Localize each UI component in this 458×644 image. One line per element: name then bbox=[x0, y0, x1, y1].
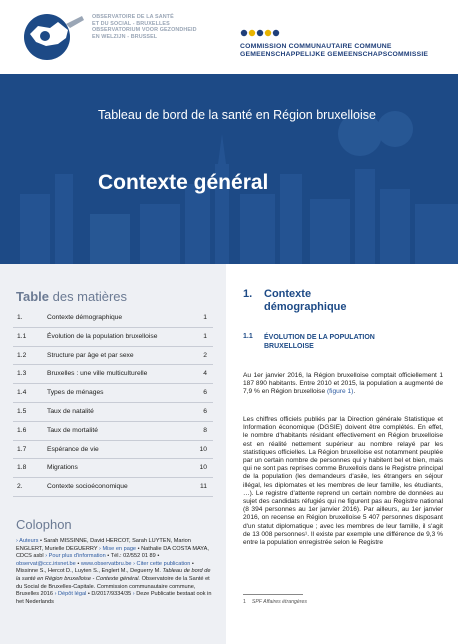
toc-item[interactable] bbox=[13, 459, 213, 478]
footnote bbox=[243, 599, 307, 605]
section-title bbox=[264, 288, 347, 314]
authors-value: Sarah MISSINNE, David HERCOT, Sarah LUYTEN, Marion ENGLERT, Murielle DEGUERRY bbox=[16, 538, 191, 552]
subsection-title-line: ÉVOLUTION DE LA POPULATION bbox=[264, 334, 375, 341]
observatory-line: ET DU SOCIAL - BRUXELLES bbox=[92, 20, 170, 27]
toc-item-number: 1.5 bbox=[17, 407, 27, 415]
toc-item[interactable] bbox=[13, 384, 213, 403]
toc-item-number: 1.2 bbox=[17, 351, 27, 359]
document-title: Contexte général bbox=[98, 171, 269, 194]
cite-publisher: Observatoire de la Santé et du Social de Bruxelles-Capitale. Commission communautaire commune, Bruxelles 2016 bbox=[16, 575, 210, 598]
toc-item-page: 6 bbox=[203, 407, 207, 415]
paragraph: Les chiffres officiels publiés par la Direction générale Statistique et Information économique (DGSIE) doivent être complétés. En effet, le nombre d'habitants résidant effectivement en Région bruxelloise est en réalité nettement supérieur au nombre relayé par les statistiques officielles. La Région bruxelloise est notamment peuplée par un certain nombre de personnes qui y habitent bel et bien, mais qui ne sont pas reprises comme Bruxellois dans le Registre principal de la population (les demandeurs d'asile, les étrangers en séjour illégal, les diplomates et les membres de leur famille, les étudiants, …). Le registre d'attente reprend un certain nombre de données au sujet des candidats réfugiés qui ne figurent pas au Registre national (8 394 personnes au 1er janvier 2016). Par ailleurs, au 1er janvier 2016, on recense en Région bruxelloise 5 407 personnes disposant d'un statut diplomatique ; avec les membres de leur famille, il s'agit de 13 008 personnes¹. Il existe par exemple une différence de 9,3 % entre la population enregistrée selon le Registre bbox=[243, 416, 443, 547]
city-skyline-image bbox=[0, 74, 458, 264]
cite-label: Citer cette publication bbox=[136, 560, 191, 567]
authors-label: Auteurs bbox=[19, 538, 39, 544]
toc-item-page: 1 bbox=[203, 314, 207, 321]
toc-item-number: 1.1 bbox=[17, 332, 27, 340]
toc-item-number: 1.8 bbox=[17, 464, 27, 472]
paragraph-text: . bbox=[353, 388, 356, 396]
toc-item[interactable] bbox=[13, 347, 213, 366]
commission-line: COMMISSION COMMUNAUTAIRE COMMUNE bbox=[240, 43, 392, 50]
toc-item-number: 1. bbox=[17, 314, 23, 321]
toc-heading-rest: des matières bbox=[49, 289, 128, 304]
toc-item-page: 4 bbox=[203, 370, 207, 378]
main-content bbox=[226, 264, 458, 644]
toc-item[interactable] bbox=[13, 328, 213, 347]
colophon-text: › Auteurs • Sarah MISSINNE, David HERCOT, Sarah LUYTEN, Marion ENGLERT, Murielle DEGUERRY › Mise en page • Nathalie DA COSTA MAYA, CDCS asbl › Pour plus d'information • Tél.: 02/552 01 89 • observat@ccc.irisnet.be • www.observatbru.be › Citer cette publication • Missinne S., Hercot D., Luyten S., Englert M., Deguerry M. Tableau de bord de la santé en Région bruxelloise - Contexte général. Observatoire de la Santé et du Social de Bruxelles-Capitale. Commission communautaire commune, Bruxelles 2016 › Dépôt légal • D/2017/9334/35 › Deze Publicatie bestaat ook in het Nederlands bbox=[16, 538, 212, 605]
toc-item-page: 8 bbox=[203, 426, 207, 434]
cite-title: Tableau de bord de la santé en Région bruxelloise - Contexte général. bbox=[16, 568, 211, 582]
toc-item-page: 1 bbox=[203, 332, 207, 340]
arrow-icon: › bbox=[133, 560, 135, 567]
toc-heading bbox=[16, 289, 127, 304]
toc-item[interactable] bbox=[13, 309, 213, 328]
arrow-icon: › bbox=[132, 591, 135, 598]
toc-item-page: 6 bbox=[203, 389, 207, 397]
observatory-line: EN WELZIJN - BRUSSEL bbox=[92, 34, 158, 41]
layout-value: Nathalie DA COSTA MAYA, CDCS asbl bbox=[16, 545, 209, 560]
sidebar-panel bbox=[0, 264, 226, 644]
commission-line: GEMEENSCHAPPELIJKE GEMEENSCHAPSCOMMISSIE bbox=[240, 51, 429, 58]
toc-item[interactable] bbox=[13, 422, 213, 441]
toc-item-page: 2 bbox=[203, 351, 207, 359]
deposit-value: D/2017/9334/35 bbox=[91, 591, 132, 598]
toc-item-label: Contexte démographique bbox=[47, 314, 123, 321]
dutch-version-note: Deze Publicatie bestaat ook in het Nederlands bbox=[16, 591, 212, 605]
toc-item-label: Taux de mortalité bbox=[47, 426, 98, 434]
cite-authors: Missinne S., Hercot D., Luyten S., Englert M., Deguerry M. bbox=[16, 568, 161, 575]
toc-item[interactable] bbox=[13, 403, 213, 422]
page-header bbox=[0, 0, 458, 74]
toc-item-number: 1.7 bbox=[17, 445, 27, 453]
arrow-icon: › bbox=[99, 545, 101, 552]
toc-heading-bold: Table bbox=[16, 289, 49, 304]
footnote-number: 1 bbox=[243, 599, 246, 605]
toc-item[interactable] bbox=[13, 478, 213, 497]
toc-item-label: Bruxelles : une ville multiculturelle bbox=[47, 370, 148, 378]
footnote-text: SPF Affaires étrangères bbox=[251, 599, 307, 605]
toc-item[interactable] bbox=[13, 441, 213, 460]
toc-item-page: 10 bbox=[199, 445, 207, 453]
paragraph-text: Au 1er janvier 2016, la Région bruxelloise comptait officiellement 1 187 890 habitants. Entre 2010 et 2015, la population a augmenté de 7,9 % en Région bruxelloise bbox=[243, 372, 443, 396]
toc-item-label: Migrations bbox=[47, 464, 78, 472]
toc-item-number: 2. bbox=[17, 483, 23, 491]
commission-logo-icon bbox=[240, 26, 280, 40]
subsection-title bbox=[264, 333, 375, 351]
info-label: Pour plus d'information bbox=[48, 553, 106, 560]
toc-item-number: 1.3 bbox=[17, 370, 27, 378]
section-number: 1. bbox=[243, 288, 253, 300]
toc-item-label: Espérance de vie bbox=[47, 445, 99, 453]
website-link[interactable]: www.observatbru.be bbox=[80, 560, 132, 567]
observatory-line: OBSERVATOIRE DE LA SANTÉ bbox=[92, 14, 174, 20]
section-title-line: Contexte bbox=[264, 288, 312, 300]
colophon-heading: Colophon bbox=[16, 517, 72, 532]
arrow-icon: › bbox=[45, 553, 48, 560]
toc-item-page: 11 bbox=[200, 483, 207, 491]
subsection-number: 1.1 bbox=[243, 333, 253, 340]
observatory-logo-icon bbox=[22, 12, 90, 62]
toc-item-page: 10 bbox=[199, 464, 207, 472]
subsection-title-line: BRUXELLOISE bbox=[264, 343, 314, 350]
toc-item-label: Évolution de la population bruxelloise bbox=[47, 332, 158, 340]
toc-item-number: 1.4 bbox=[17, 389, 27, 397]
toc-item-label: Contexte socioéconomique bbox=[47, 483, 128, 491]
toc-item-number: 1.6 bbox=[17, 426, 27, 434]
report-series-title: Tableau de bord de la santé en Région bruxelloise bbox=[98, 108, 376, 122]
hero-banner bbox=[0, 74, 458, 264]
footnote-divider bbox=[243, 594, 303, 595]
arrow-icon: › bbox=[54, 591, 57, 598]
toc-item-label: Types de ménages bbox=[47, 389, 104, 397]
observatory-name bbox=[92, 14, 217, 41]
table-of-contents bbox=[13, 309, 213, 497]
phone-value: Tél.: 02/552 01 89 bbox=[110, 553, 156, 560]
deposit-label: Dépôt légal bbox=[58, 591, 87, 598]
section-title-line: démographique bbox=[264, 301, 347, 313]
arrow-icon: › bbox=[16, 538, 18, 544]
layout-label: Mise en page bbox=[102, 545, 137, 552]
toc-item[interactable] bbox=[13, 365, 213, 384]
toc-item-label: Taux de natalité bbox=[47, 407, 94, 415]
observatory-line: OBSERVATORIUM VOOR GEZONDHEID bbox=[92, 27, 197, 34]
commission-name bbox=[240, 43, 445, 59]
toc-item-label: Structure par âge et par sexe bbox=[47, 351, 134, 359]
email-link[interactable]: observat@ccc.irisnet.be bbox=[16, 560, 76, 567]
figure-link[interactable]: (figure 1) bbox=[326, 388, 354, 396]
paragraph bbox=[243, 372, 443, 397]
